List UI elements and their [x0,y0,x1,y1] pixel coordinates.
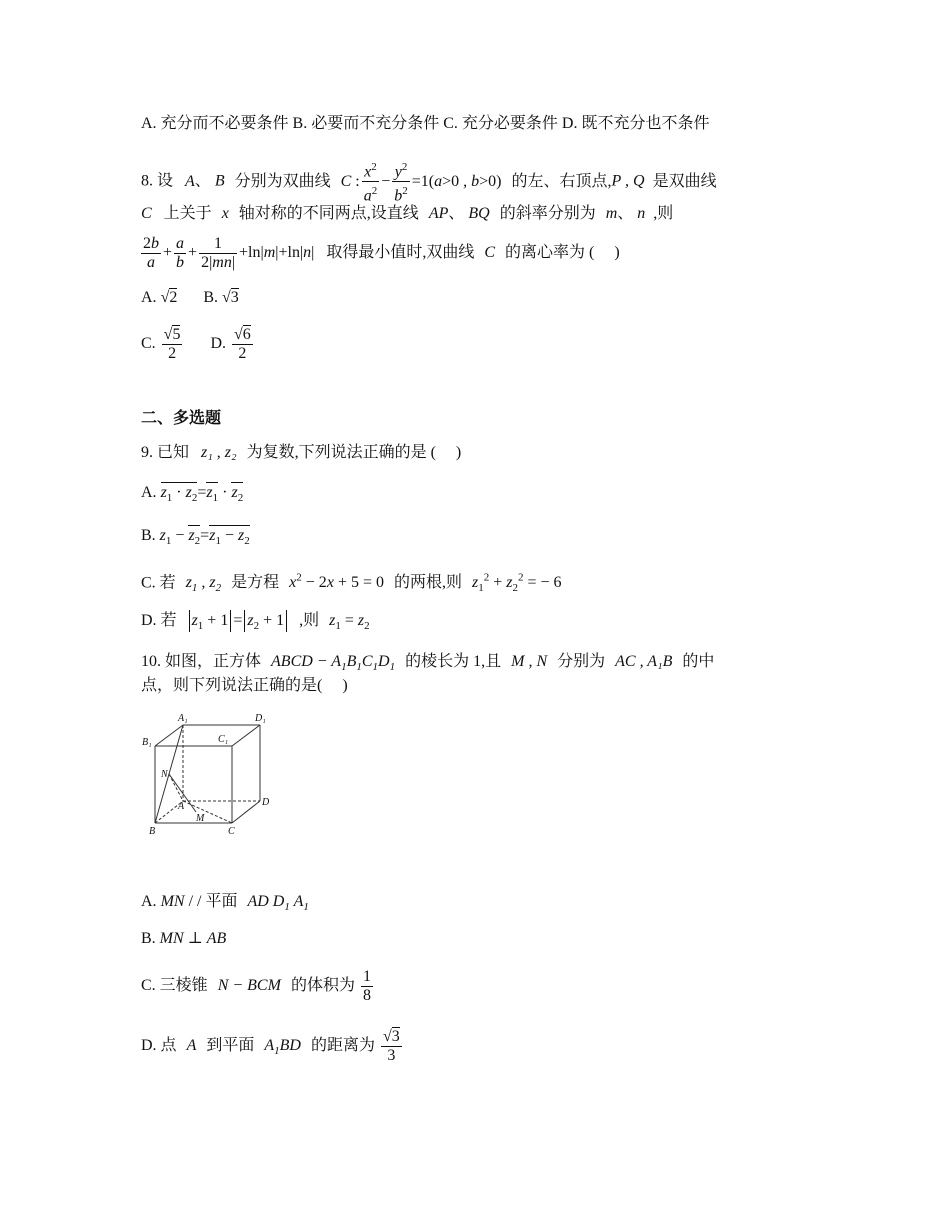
q10-stem-line2: 点，则下列说法正确的是( ) [141,677,348,694]
text: 上关于 [163,205,212,222]
q10-option-a[interactable]: A. MN / / 平面 AD $D_1$ $A_1$ [141,893,309,914]
denominator: 2 [168,344,177,362]
formula: $z_1^2 + z_2^2$ = − 6 [471,572,562,595]
curve-c: C [141,205,152,222]
option-a[interactable]: A. √2 [141,289,178,306]
separator: 、 [194,172,211,190]
section-title: 二、多选题 [141,408,222,427]
option-label: C. [141,335,156,352]
label-b1: B₁ [142,737,152,748]
text: 的距离为 [310,1037,375,1054]
text: 分别为双曲线 [234,172,331,190]
option-label: C. 若 [141,574,176,592]
text: 10. 如图，正方体 [141,653,262,670]
radicand: 6 [242,325,251,343]
formula: $z_1 - z_2=z_1 - z_2$ [159,527,250,548]
option-label: B. [141,527,156,544]
formula: MN ⊥ AB [159,930,227,947]
denominator: 8 [362,986,371,1004]
edge-a1b1 [155,725,183,746]
text: ,则 [653,205,674,222]
edge-cd [232,801,260,823]
point-a: A [185,172,195,190]
cube-name: ABCD − $A_1B_1C_1D_1$ [271,653,396,674]
pyramid-nbcm: N − BCM [217,977,281,994]
point-b: B [214,172,225,190]
option-label: D. 点 [141,1037,177,1054]
text: 平面 [205,893,238,910]
radicand: 5 [172,325,181,343]
condition: $z_1 + 1 = z_2 + 1$ [187,612,290,629]
text: 的两根,则 [393,574,462,592]
option-label: D. 若 [141,612,177,629]
equation: $x^2 - 2x + 5 = 0$ [289,572,384,592]
label-b: B [149,826,156,837]
option-label: A. [141,484,157,501]
option-b[interactable]: B. √3 [203,289,239,306]
label-c1: C₁ [218,734,229,745]
q9-stem [141,442,461,464]
text: 的斜率分别为 [499,205,596,222]
label-c: C [228,826,235,837]
radicand: 3 [230,289,239,306]
edge-c1d1 [232,725,260,746]
text: 为复数,下列说法正确的是 ( ) [246,444,462,461]
q7-options: A. 充分而不必要条件 B. 必要而不充分条件 C. 充分必要条件 D. 既不充分也不条件 [141,115,710,132]
separator: 、 [448,205,465,222]
q10-option-d[interactable]: D. 点 A 到平面 $A_1BD$ 的距离为 $\frac{√3}{3}$ [141,1027,400,1064]
text: 的左、右顶点, [511,172,612,190]
points-mn: M , N [511,653,548,670]
option-c[interactable]: C. $\frac{√5}{2}$ [141,325,181,362]
q8-line2 [141,203,673,225]
q9-option-a[interactable] [141,482,243,509]
q8-number: 8. 设 [141,172,174,190]
q9-option-c[interactable] [141,567,562,600]
q10-option-c[interactable] [141,964,375,1008]
plane-a1bd: $A_1BD$ [264,1037,301,1058]
option-label: B. [141,930,156,947]
separator: 、 [617,205,634,222]
denominator: 3 [387,1046,396,1064]
text: 分别为 [557,653,606,670]
label-a: A [178,801,185,812]
q8-line3 [141,235,620,272]
text: 的体积为 [290,977,355,994]
point-a: A [186,1037,197,1054]
q9-option-d[interactable] [141,610,370,637]
q8-options-ab [141,287,239,309]
label-m: M [196,813,205,824]
radicand: 3 [391,1027,400,1045]
text: 的中 [682,653,715,670]
x-axis: x [221,205,229,222]
text: 是双曲线 [652,172,717,190]
points-pq: P , Q [611,172,645,190]
formula: $z_1 \cdot z_2=z_1 \cdot z_2$ [160,484,244,505]
expression: $\frac{2b}{a}$ + $\frac{a}{b}$ + $\frac{1}{2|mn|}$ +ln|m|+ln|n| [143,235,315,271]
slope-m: m [605,205,618,222]
q10-option-b[interactable] [141,928,226,950]
segments-ac-a1b: AC , A₁B [615,653,673,670]
text: 轴对称的不同两点,设直线 [238,205,419,222]
formula: MN [160,893,185,910]
slope-n: n [637,205,646,222]
text: ,则 [299,612,320,629]
denominator: 2 [238,344,247,362]
curve-c: C [484,244,496,262]
text: 的离心率为 ( ) [505,244,620,262]
label-d1: D₁ [255,713,266,724]
text: 到平面 [206,1037,255,1054]
cube-figure [138,710,278,840]
hyperbola-formula: C : $\frac{x^2}{a^2}$ − $\frac{y^2}{b^2}$ =1(a>0 , b>0) [341,173,502,190]
text: 的棱长为 1,且 [405,653,502,670]
numerator: 1 [362,967,371,985]
text: 是方程 [231,574,280,592]
q8-options-cd [141,322,255,366]
formula: $z_1 = z_2$ [329,612,370,633]
option-label: B. [203,289,219,306]
segment-na [169,774,183,801]
q8-line1 [141,158,717,206]
label-a1: A₁ [178,713,188,724]
z1-z2: $z_1$ , $z_2$ [185,574,222,595]
option-label: C. 三棱锥 [141,977,208,994]
label-n: N [161,769,168,780]
text: 9. 已知 [141,444,190,461]
q9-option-b[interactable] [141,525,250,552]
line-bq: BQ [468,205,490,222]
option-label: A. [141,893,157,910]
option-d[interactable]: D. $\frac{√6}{2}$ [210,325,251,362]
label-d: D [262,797,270,808]
text: 取得最小值时,双曲线 [326,244,475,262]
line-ap: AP [428,205,449,222]
radicand: 2 [169,289,178,306]
option-label: A. [141,289,157,306]
option-label: D. [210,335,227,352]
z1-z2: z₁ , z₂ [201,444,237,461]
plane-add1a1: AD $D_1$ $A_1$ [247,893,309,914]
